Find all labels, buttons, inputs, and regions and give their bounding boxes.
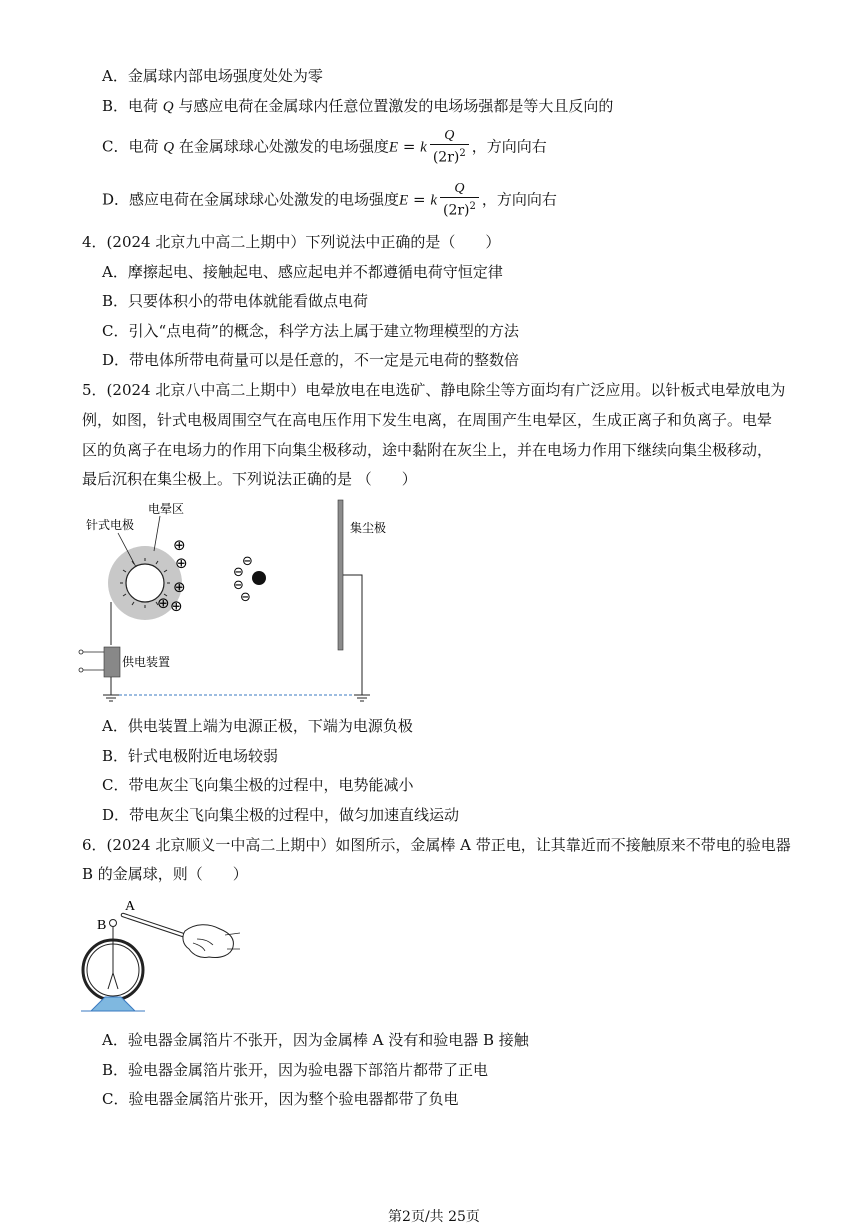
q4-option-b: B．只要体积小的带电体就能看做点电荷 — [102, 292, 369, 310]
q3-c-fraction — [430, 128, 469, 167]
q6-option-c: C．验电器金属箔片张开，因为整个验电器都带了负电 — [102, 1090, 459, 1108]
q3-option-d — [102, 181, 557, 220]
q6-option-a: A．验电器金属箔片不张开，因为金属棒 A 没有和验电器 B 接触 — [102, 1031, 529, 1049]
q3-option-d-text: D．感应电荷在金属球球心处激发的电场强度 — [102, 190, 400, 209]
q5-option-d: D．带电灰尘飞向集尘极的过程中，做匀加速直线运动 — [102, 806, 460, 824]
q3-c-exponent: 2 — [459, 148, 466, 159]
positive-ion: ⊕ — [170, 597, 183, 615]
metal-foils — [108, 973, 118, 989]
electroscope-base — [91, 997, 135, 1011]
q3-d-exponent: 2 — [469, 201, 476, 212]
q3-option-c-prefix: C．电荷 — [102, 137, 164, 156]
q3-option-d-suffix: ，方向向右 — [481, 190, 557, 209]
plate-wire — [343, 575, 362, 695]
corona-pointer — [154, 516, 160, 551]
ground-symbol-right — [354, 695, 370, 701]
q5-stem-line2: 例，如图，针式电极周围空气在高电压作用下发生电离，在周围产生电晕区，生成正离子和负离子。电晕 — [82, 411, 773, 429]
q3-c-denominator — [430, 145, 469, 167]
negative-ion: ⊖ — [233, 578, 244, 593]
q5-option-a: A．供电装置上端为电源正极，下端为电源负极 — [102, 717, 413, 735]
page-number: 第2页/共 25页 — [388, 1209, 480, 1225]
q3-option-b-prefix: B．电荷 — [102, 97, 163, 115]
q6-stem-line1: 6．(2024 北京顺义一中高二上期中）如图所示，金属棒 A 带正电，让其靠近而不接触原来不带电的验电器 — [82, 836, 791, 854]
q3-c-numerator: Q — [430, 128, 469, 145]
q3-d-fraction — [440, 181, 479, 220]
q4-option-c: C．引入“点电荷”的概念，科学方法上属于建立物理模型的方法 — [102, 322, 519, 340]
q3-d-formula-k: k — [430, 192, 437, 209]
q5-stem-line1: 5．(2024 北京八中高二上期中）电晕放电在电选矿、静电除尘等方面均有广泛应用。以针板式电晕放电为 — [82, 381, 786, 399]
positive-ion: ⊕ — [173, 578, 186, 596]
terminal-top — [79, 650, 83, 654]
q3-c-formula-lhs: E — [388, 139, 399, 156]
rod-label: A — [125, 899, 136, 914]
q3-c-denominator-base: (2r) — [432, 149, 460, 166]
q3-d-formula-lhs: E — [399, 192, 409, 209]
ground-symbol-left — [103, 695, 119, 701]
collector-plate — [338, 500, 343, 650]
positive-ion: ⊕ — [175, 554, 188, 572]
negative-ion: ⊖ — [242, 554, 253, 569]
metal-ball — [110, 920, 117, 927]
q3-option-c-suffix: ，方向向右 — [471, 137, 547, 156]
q3-option-b — [102, 96, 613, 117]
negative-ion: ⊖ — [240, 590, 251, 605]
q3-d-formula-eq: = — [408, 190, 431, 209]
q3-c-formula-k: k — [420, 139, 427, 156]
q3-d-denominator — [440, 198, 479, 220]
positive-ion: ⊕ — [173, 536, 186, 554]
electroscope-diagram — [75, 893, 240, 1028]
power-supply — [104, 647, 120, 677]
q3-d-denominator-base: (2r) — [442, 202, 470, 219]
corona-label: 电晕区 — [148, 502, 185, 516]
electroscope-label: B — [97, 918, 107, 933]
q4-stem: 4．(2024 北京九中高二上期中）下列说法中正确的是（ ） — [82, 233, 501, 251]
supply-label: 供电装置 — [122, 655, 171, 669]
q6-stem-line2: B 的金属球，则（ ） — [82, 865, 248, 883]
q3-option-c-var: Q — [163, 139, 175, 156]
q3-d-numerator: Q — [440, 181, 479, 198]
q5-option-c: C．带电灰尘飞向集尘极的过程中，电势能减小 — [102, 776, 414, 794]
q3-option-c — [102, 128, 547, 167]
negative-ion: ⊖ — [233, 565, 244, 580]
q3-option-c-text: 在金属球球心处激发的电场强度 — [174, 137, 389, 156]
q3-c-formula-eq: = — [398, 137, 421, 156]
q3-option-a: A．金属球内部电场强度处处为零 — [102, 67, 323, 85]
q4-option-a: A．摩擦起电、接触起电、感应起电并不都遵循电荷守恒定律 — [102, 263, 503, 281]
corona-discharge-diagram — [70, 495, 400, 715]
needle-label: 针式电极 — [86, 518, 135, 532]
q5-stem-line3: 区的负离子在电场力的作用下向集尘极移动，途中黏附在灰尘上，并在电场力作用下继续向集尘极移动， — [82, 441, 773, 459]
terminal-bottom — [79, 668, 83, 672]
q4-option-d: D．带电体所带电荷量可以是任意的，不一定是元电荷的整数倍 — [102, 351, 520, 369]
q5-option-b: B．针式电极附近电场较弱 — [102, 747, 279, 765]
q3-option-b-text: 与感应电荷在金属球内任意位置激发的电场场强都是等大且反向的 — [173, 97, 614, 115]
positive-ion: ⊕ — [157, 594, 170, 612]
dust-particle — [252, 571, 266, 585]
plate-label: 集尘极 — [350, 521, 387, 535]
q6-option-b: B．验电器金属箔片张开，因为验电器下部箔片都带了正电 — [102, 1061, 489, 1079]
q3-option-b-var: Q — [162, 99, 174, 115]
q5-stem-line4: 最后沉积在集尘极上。下列说法正确的是 （ ） — [82, 470, 417, 488]
